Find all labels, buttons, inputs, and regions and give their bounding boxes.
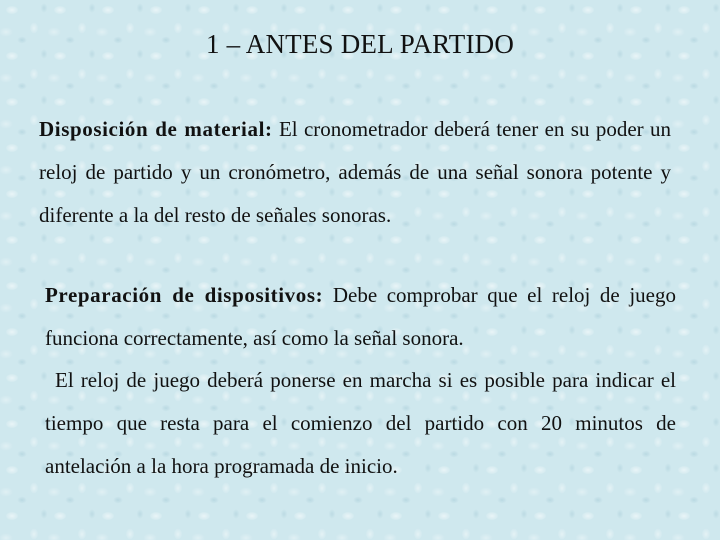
paragraph-devices-lead: Preparación de dispositivos: — [45, 283, 324, 307]
paragraph-material-text: El cronometrador deberá tener en su poder un reloj de partido y un cronómetro, además de una señal sonora potente y diferente a la del resto de señales sonoras. — [39, 117, 671, 227]
paragraph-clock — [45, 359, 676, 488]
paragraph-devices-text: Debe comprobar que el reloj de juego funciona correctamente, así como la señal sonora. — [45, 283, 676, 350]
paragraph-material-lead: Disposición de material: — [39, 117, 273, 141]
paragraph-material — [39, 108, 671, 237]
paragraph-clock-text: El reloj de juego deberá ponerse en marcha si es posible para indicar el tiempo que resta para el comienzo del partido con 20 minutos de antelación a la hora programada de inicio. — [45, 368, 676, 478]
paragraph-devices — [45, 274, 676, 360]
slide-title: 1 – ANTES DEL PARTIDO — [205, 29, 515, 59]
